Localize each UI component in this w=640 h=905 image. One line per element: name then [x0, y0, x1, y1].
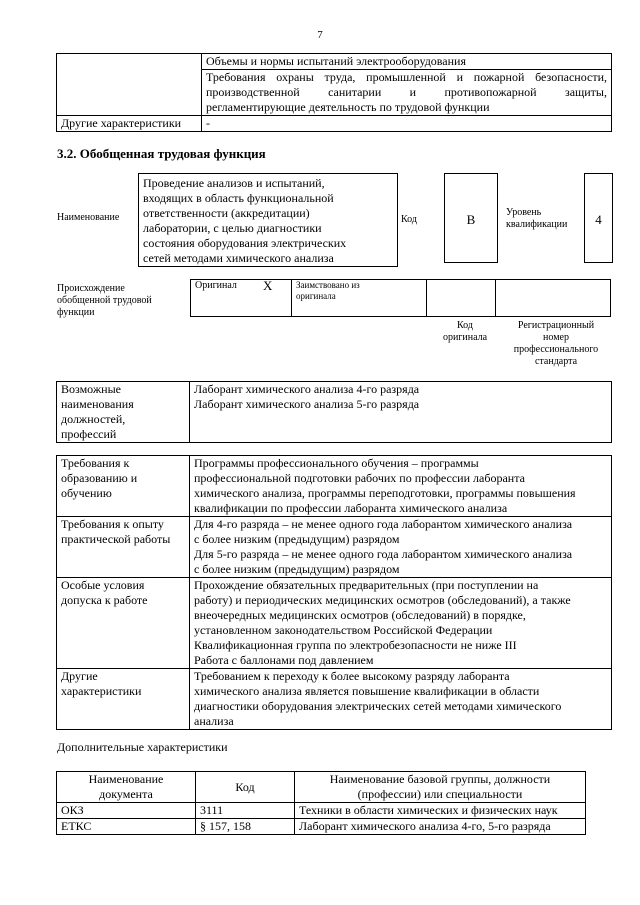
requirement-value-line: с более низким (предыдущим) разрядом	[194, 562, 400, 576]
positions-label-line: наименования	[61, 397, 134, 411]
origin-label-line: функции	[57, 307, 95, 318]
code-value-box	[444, 173, 498, 263]
top-table	[56, 53, 612, 132]
top-table-other-label: Другие характеристики	[57, 116, 202, 132]
requirement-label	[57, 669, 190, 730]
level-label-line: квалификации	[506, 219, 568, 230]
requirement-value-line: работу) и периодических медицинских осмотров (обследований), а также	[194, 593, 571, 607]
borrowed-label-line: Заимствовано из	[296, 280, 360, 290]
requirement-value-line: Квалификационная группа по электробезопасности не ниже III	[194, 638, 517, 652]
code-caption	[432, 320, 498, 344]
original-mark: X	[263, 278, 273, 293]
requirement-value-line: химического анализа является повышение квалификации в области	[194, 684, 540, 698]
requirement-value-line: диагностики оборудования электрических сетей методами химического	[194, 699, 562, 713]
requirement-value-line: с более низким (предыдущим) разрядом	[194, 532, 400, 546]
requirement-value-line: Программы профессионального обучения – программы	[194, 456, 479, 470]
requirement-value	[190, 517, 612, 578]
top-table-other-value: -	[202, 116, 612, 132]
header-document	[57, 772, 196, 803]
requirement-label-line: Другие	[61, 669, 98, 683]
row-document: ЕТКС	[57, 819, 196, 835]
requirement-label-line: Особые условия	[61, 578, 145, 592]
positions-label	[57, 382, 190, 443]
registration-caption-line: номер	[543, 332, 569, 343]
function-name-line: ответственности (аккредитации)	[143, 206, 310, 220]
header-code: Код	[196, 772, 295, 803]
requirement-value	[190, 456, 612, 517]
header-group-line: Наименование базовой группы, должности	[329, 772, 551, 786]
function-name-line: лаборатории, с целью диагностики	[143, 221, 322, 235]
origin-table	[190, 279, 611, 317]
positions-table	[56, 381, 612, 443]
additional-table	[56, 771, 586, 835]
requirement-label-line: допуска к работе	[61, 593, 148, 607]
origin-label	[57, 283, 152, 319]
top-table-row: Объемы и нормы испытаний электрооборудования	[202, 54, 612, 70]
requirement-value-line: внеочередных медицинских осмотров (обследований) в порядке,	[194, 608, 526, 622]
table-row	[57, 819, 586, 835]
section-title: 3.2. Обобщенная трудовая функция	[57, 146, 266, 161]
header-group-line: (профессии) или специальности	[357, 787, 523, 801]
requirement-value	[190, 578, 612, 669]
requirement-label-line: Требования к опыту	[61, 517, 164, 531]
position-item: Лаборант химического анализа 4-го разряда	[194, 382, 420, 396]
table-row	[57, 803, 586, 819]
registration-caption-line: профессионального	[513, 344, 599, 355]
positions-label-line: профессий	[61, 427, 117, 441]
name-label: Наименование	[57, 212, 120, 223]
code-value: B	[466, 212, 476, 227]
requirement-label	[57, 517, 190, 578]
requirements-table	[56, 455, 612, 730]
requirement-label-line: обучению	[61, 486, 112, 500]
registration-caption	[500, 320, 612, 368]
requirement-value-line: квалификации по профессии лаборанта химического анализа	[194, 501, 508, 515]
function-name-line: сетей методами химического анализа	[143, 251, 334, 265]
code-caption-line: Код	[457, 320, 473, 331]
origin-label-line: Происхождение	[57, 283, 125, 294]
requirement-value-line: химического анализа, программы переподготовки, программы повышения	[194, 486, 576, 500]
positions-values	[190, 382, 612, 443]
level-value: 4	[595, 212, 602, 227]
header-document-line: документа	[99, 787, 153, 801]
row-name: Лаборант химического анализа 4-го, 5-го разряда	[295, 819, 586, 835]
requirement-label-line: Требования к	[61, 456, 130, 470]
requirement-value-line: анализа	[194, 714, 234, 728]
requirement-label	[57, 456, 190, 517]
original-label: Оригинал	[195, 280, 237, 291]
top-table-blank-cell	[57, 54, 202, 116]
header-group	[295, 772, 586, 803]
requirement-value-line: установленном законодательством Российской Федерации	[194, 623, 493, 637]
function-name-line: входящих в область функциональной	[143, 191, 334, 205]
requirement-label	[57, 578, 190, 669]
additional-title: Дополнительные характеристики	[57, 740, 228, 754]
level-label-line: Уровень	[506, 207, 542, 218]
requirement-value-line: профессиональной подготовки рабочих по профессии лаборанта	[194, 471, 525, 485]
function-name-line: Проведение анализов и испытаний,	[143, 176, 325, 190]
requirement-value-line: Для 5-го разряда – не менее одного года лаборантом химического анализа	[194, 547, 573, 561]
original-code-cell	[427, 280, 496, 317]
borrowed-label-line: оригинала	[296, 291, 336, 301]
registration-caption-line: стандарта	[534, 356, 578, 367]
requirement-value-line: Для 4-го разряда – не менее одного года лаборантом химического анализа	[194, 517, 573, 531]
function-name-line: состояния оборудования электрических	[143, 236, 347, 250]
registration-caption-line: Регистрационный	[517, 320, 595, 331]
page-number: 7	[317, 29, 323, 41]
requirement-label-line: характеристики	[61, 684, 142, 698]
borrowed-cell	[292, 280, 427, 317]
requirement-value	[190, 669, 612, 730]
row-name: Техники в области химических и физических наук	[295, 803, 586, 819]
positions-label-line: должностей,	[61, 412, 126, 426]
code-label: Код	[401, 214, 417, 225]
level-label	[506, 207, 567, 231]
requirement-value-line: Прохождение обязательных предварительных (при поступлении на	[194, 578, 539, 592]
requirement-value-line: Требованием к переходу к более высокому разряду лаборанта	[194, 669, 510, 683]
code-caption-line: оригинала	[442, 332, 488, 343]
header-document-line: Наименование	[88, 772, 164, 786]
requirement-label-line: образованию и	[61, 471, 138, 485]
position-item: Лаборант химического анализа 5-го разряда	[194, 397, 420, 411]
top-table-row: Требования охраны труда, промышленной и пожарной безопасности, производственной санитарии и противопожарной защиты, регламентирующие деятельность по трудовой функции	[202, 70, 612, 116]
origin-label-line: обобщенной трудовой	[57, 295, 152, 306]
requirement-value-line: Работа с баллонами под давлением	[194, 653, 374, 667]
row-code: 3111	[196, 803, 295, 819]
level-value-box	[584, 173, 613, 263]
registration-number-cell	[496, 280, 611, 317]
function-name-box	[138, 173, 398, 267]
row-document: ОКЗ	[57, 803, 196, 819]
original-cell	[191, 280, 292, 317]
positions-label-line: Возможные	[61, 382, 121, 396]
requirement-label-line: практической работы	[61, 532, 171, 546]
row-code: § 157, 158	[196, 819, 295, 835]
